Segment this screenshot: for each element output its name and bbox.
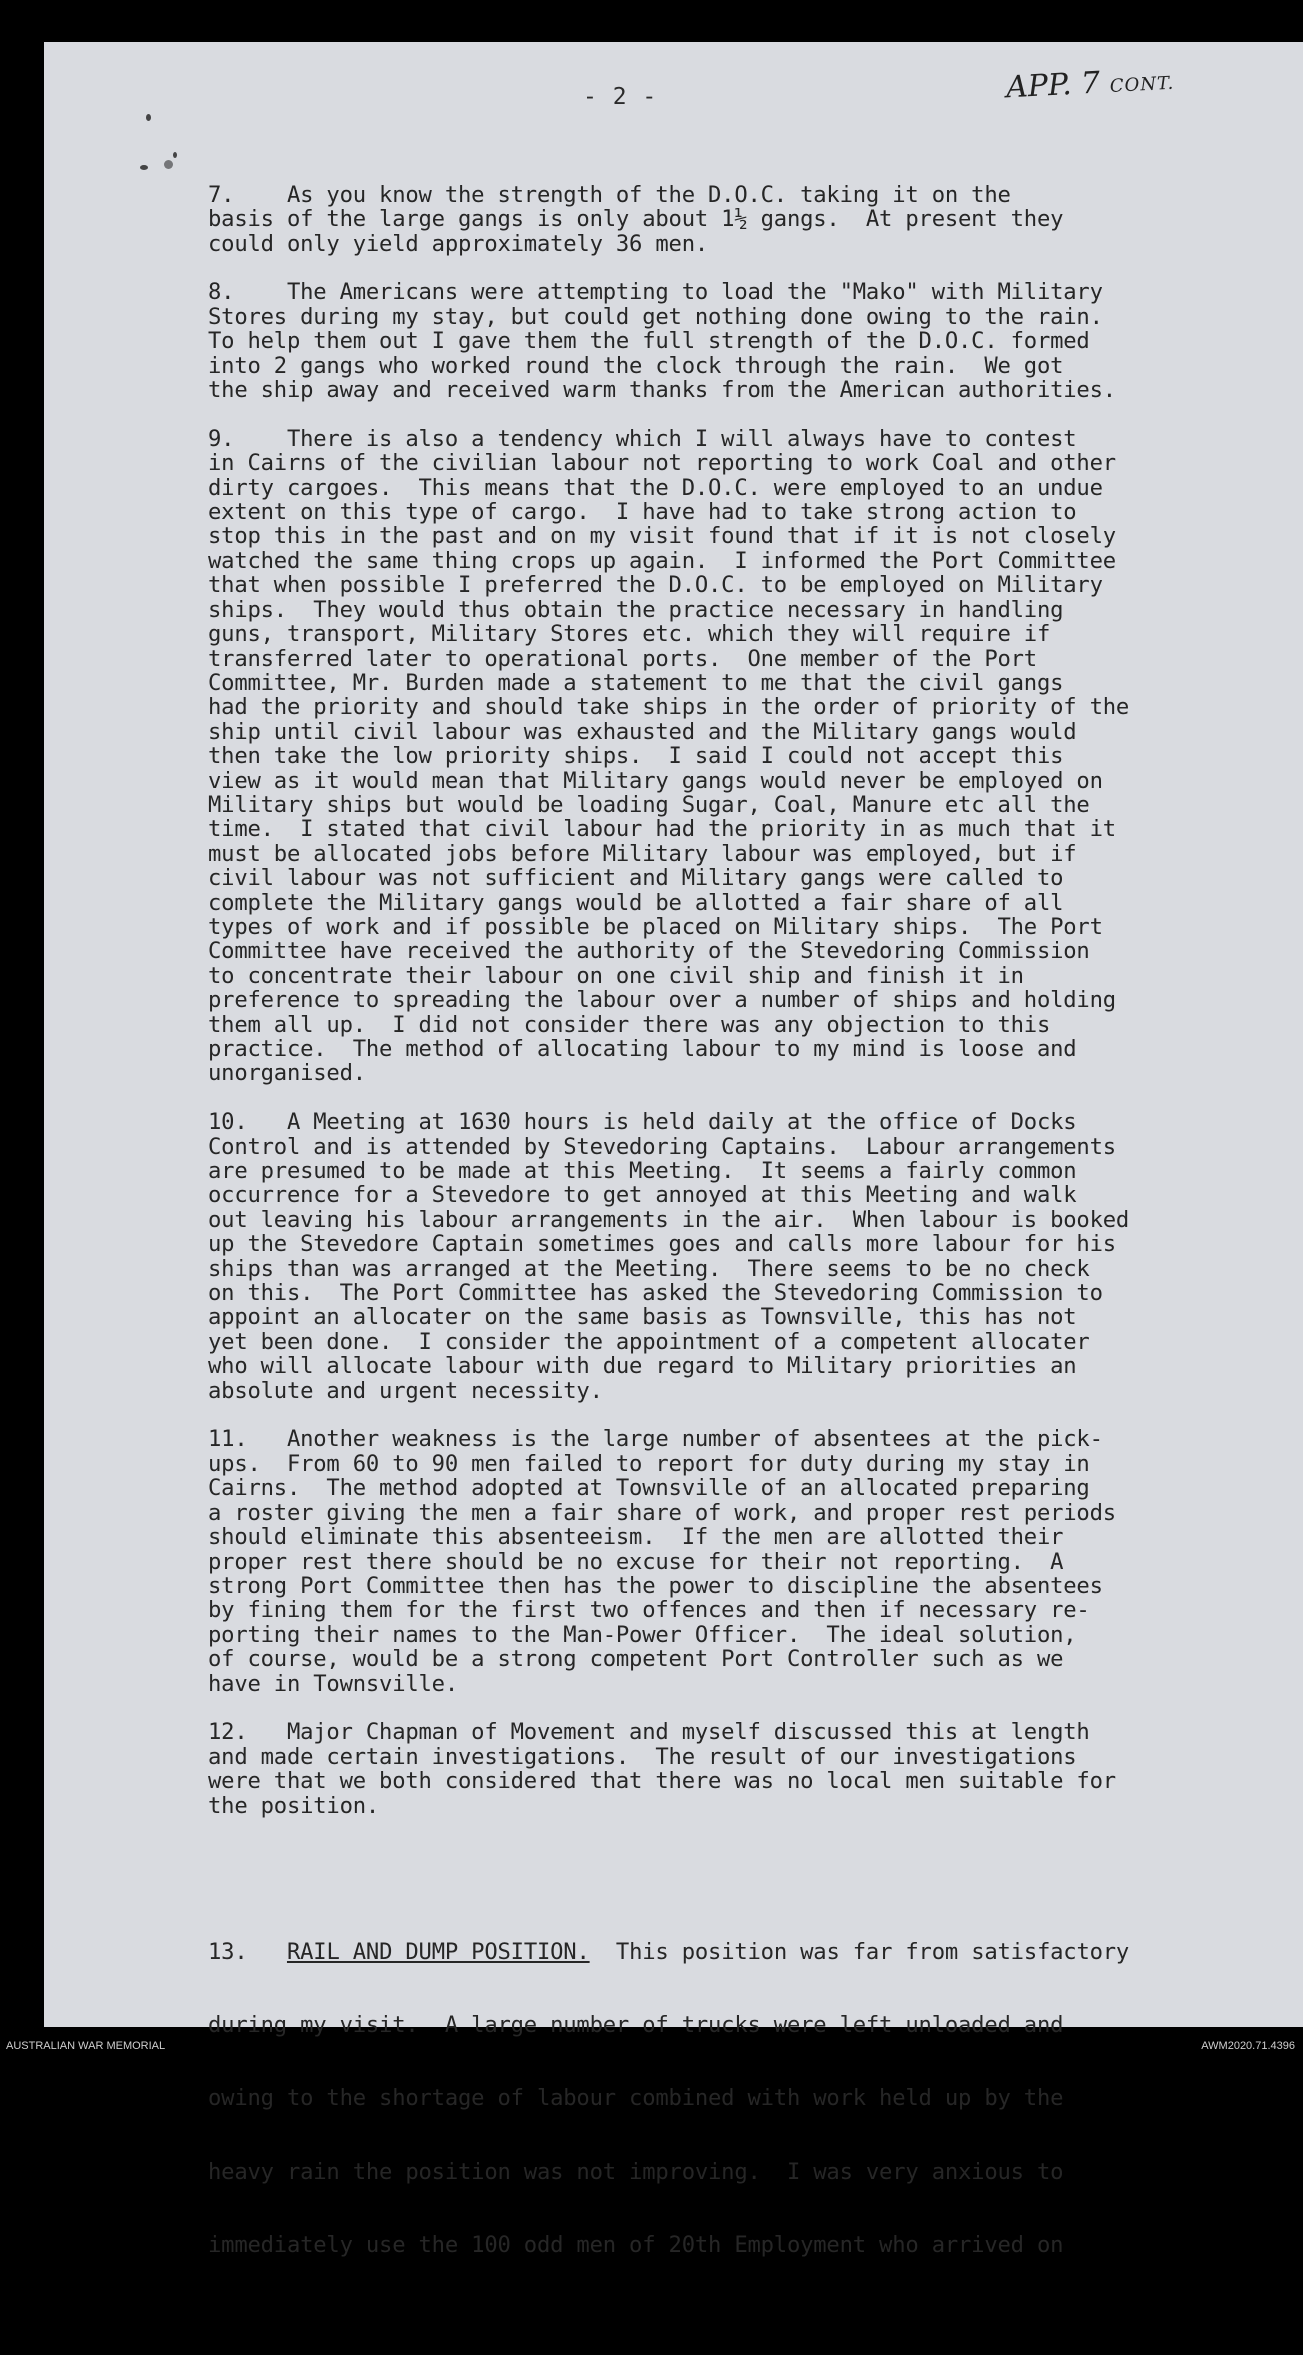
paragraph-13-number: 13. bbox=[208, 1938, 248, 1965]
paragraph-line: ship until civil labour was exhausted and the Military gangs would bbox=[208, 718, 1077, 745]
paragraph-line: time. I stated that civil labour had the priority in as much that it bbox=[208, 816, 1116, 843]
paragraph-line: extent on this type of cargo. I have had to take strong action to bbox=[208, 499, 1077, 526]
paragraph-line: ups. From 60 to 90 men failed to report for duty during my stay in bbox=[208, 1450, 1090, 1477]
paragraph-line: to concentrate their labour on one civil ship and finish it in bbox=[208, 962, 1024, 989]
document-body bbox=[208, 134, 1248, 2355]
paragraph-line: stop this in the past and on my visit found that if it is not closely bbox=[208, 523, 1116, 550]
paragraph bbox=[208, 183, 1248, 256]
paragraph-line: could only yield approximately 36 men. bbox=[208, 230, 709, 257]
footer-right: AWM2020.71.4396 bbox=[1201, 2040, 1295, 2052]
paragraph-line: types of work and if possible be placed on Military ships. The Port bbox=[208, 913, 1103, 940]
paragraph-line: the ship away and received warm thanks from the American authorities. bbox=[208, 377, 1116, 404]
paragraph-line: 8. The Americans were attempting to load the "Mako" with Military bbox=[208, 279, 1103, 306]
paragraph-line: ships than was arranged at the Meeting. There seems to be no check bbox=[208, 1255, 1090, 1282]
paragraph-line: should eliminate this absenteeism. If the men are allotted their bbox=[208, 1524, 1064, 1551]
paragraph-line: appoint an allocater on the same basis as Townsville, this has not bbox=[208, 1304, 1077, 1331]
paragraph-13 bbox=[208, 1891, 1248, 2306]
paragraph bbox=[208, 1427, 1248, 1695]
paragraph-line: on this. The Port Committee has asked the Stevedoring Commission to bbox=[208, 1280, 1103, 1307]
paragraph-line: that when possible I preferred the D.O.C. to be employed on Military bbox=[208, 572, 1103, 599]
paragraph-line: practice. The method of allocating labour to my mind is loose and bbox=[208, 1036, 1077, 1062]
paragraph-line: civil labour was not sufficient and Military gangs were called to bbox=[208, 865, 1064, 892]
paragraph-line: porting their names to the Man-Power Officer. The ideal solution, bbox=[208, 1621, 1077, 1648]
paragraph-line: Cairns. The method adopted at Townsville of an allocated preparing bbox=[208, 1475, 1090, 1502]
paragraph bbox=[208, 1720, 1248, 1818]
paragraph-line: view as it would mean that Military gangs would never be employed on bbox=[208, 767, 1103, 794]
paragraph bbox=[208, 280, 1248, 402]
annotation-small: CONT. bbox=[1109, 72, 1175, 97]
paragraph-line: of course, would be a strong competent Port Controller such as we bbox=[208, 1646, 1064, 1673]
paragraph-line: watched the same thing crops up again. I informed the Port Committee bbox=[208, 547, 1116, 574]
paragraph-line: Control and is attended by Stevedoring Captains. Labour arrangements bbox=[208, 1133, 1116, 1160]
paragraph-line: Committee have received the authority of the Stevedoring Commission bbox=[208, 938, 1090, 965]
page-number: - 2 - bbox=[583, 84, 658, 110]
paragraph-line: into 2 gangs who worked round the clock through the rain. We got bbox=[208, 352, 1064, 379]
paragraph-line: had the priority and should take ships in the order of priority of the bbox=[208, 694, 1130, 721]
paragraph-line: unorganised. bbox=[208, 1060, 366, 1087]
paragraph-line: transferred later to operational ports. One member of the Port bbox=[208, 645, 1037, 672]
paragraph-line: have in Townsville. bbox=[208, 1670, 459, 1697]
paragraph-line: 11. Another weakness is the large number of absentees at the pick- bbox=[208, 1426, 1103, 1453]
paragraph bbox=[208, 427, 1248, 1086]
ink-stain bbox=[164, 160, 173, 169]
paragraph-line: owing to the shortage of labour combined with work held up by the bbox=[208, 2085, 1064, 2112]
paragraph-13-first-line bbox=[208, 1940, 1248, 1964]
paragraph-line: 9. There is also a tendency which I will always have to contest bbox=[208, 425, 1077, 452]
paragraph-line: immediately use the 100 odd men of 20th Employment who arrived on bbox=[208, 2231, 1064, 2258]
paragraph-line: during my visit. A large number of trucks were left unloaded and bbox=[208, 2012, 1064, 2039]
paragraph-line: occurrence for a Stevedore to get annoyed at this Meeting and walk bbox=[208, 1182, 1077, 1209]
paragraph-line: who will allocate labour with due regard to Military priorities an bbox=[208, 1353, 1077, 1380]
paragraph-line: preference to spreading the labour over a number of ships and holding bbox=[208, 987, 1116, 1014]
paragraph-line: in Cairns of the civilian labour not reporting to work Coal and other bbox=[208, 450, 1116, 477]
paragraph-line: Stores during my stay, but could get nothing done owing to the rain. bbox=[208, 303, 1103, 330]
paragraph-line: then take the low priority ships. I said I could not accept this bbox=[208, 743, 1064, 770]
paragraph-line: heavy rain the position was not improving. I was very anxious to bbox=[208, 2158, 1064, 2185]
paragraph-line: Committee, Mr. Burden made a statement to me that the civil gangs bbox=[208, 669, 1064, 696]
paragraph-line: absolute and urgent necessity. bbox=[208, 1377, 603, 1404]
paragraph-line: 10. A Meeting at 1630 hours is held daily at the office of Docks bbox=[208, 1109, 1077, 1136]
paragraph-list bbox=[208, 183, 1248, 1818]
paragraph-line: them all up. I did not consider there was any objection to this bbox=[208, 1011, 1051, 1038]
paragraph-line: were that we both considered that there was no local men suitable for bbox=[208, 1768, 1116, 1795]
paragraph-line: proper rest there should be no excuse for their not reporting. A bbox=[208, 1548, 1064, 1575]
section-heading: RAIL AND DUMP POSITION. bbox=[286, 1938, 590, 1965]
ink-stain bbox=[140, 165, 148, 170]
footer-left: AUSTRALIAN WAR MEMORIAL bbox=[6, 2040, 166, 2052]
paragraph bbox=[208, 1110, 1248, 1403]
paragraph-line: 7. As you know the strength of the D.O.C. taking it on the bbox=[208, 181, 1011, 208]
paragraph-line: 12. Major Chapman of Movement and myself discussed this at length bbox=[208, 1719, 1090, 1746]
paragraph-line: Military ships but would be loading Sugar, Coal, Manure etc all the bbox=[208, 791, 1090, 818]
paragraph-line: ships. They would thus obtain the practice necessary in handling bbox=[208, 596, 1064, 623]
paragraph-line: yet been done. I consider the appointment of a competent allocater bbox=[208, 1328, 1090, 1355]
paragraph-line: the position. bbox=[208, 1792, 380, 1819]
ink-stain bbox=[146, 114, 151, 121]
annotation-main: APP. 7 bbox=[1005, 65, 1102, 106]
paragraph-line: complete the Military gangs would be allotted a fair share of all bbox=[208, 889, 1064, 916]
paragraph-line: up the Stevedore Captain sometimes goes and calls more labour for his bbox=[208, 1231, 1116, 1258]
paragraph-line: out leaving his labour arrangements in the air. When labour is booked bbox=[208, 1206, 1130, 1233]
paragraph-line: must be allocated jobs before Military labour was employed, but if bbox=[208, 840, 1077, 867]
paragraph-13-first-line-rest: This position was far from satisfactory bbox=[589, 1938, 1130, 1965]
paragraph-line: To help them out I gave them the full strength of the D.O.C. formed bbox=[208, 328, 1090, 355]
paragraph-line: dirty cargoes. This means that the D.O.C. were employed to an undue bbox=[208, 474, 1103, 501]
paragraph-line: by fining them for the first two offences and then if necessary re- bbox=[208, 1597, 1090, 1624]
paragraph-line: basis of the large gangs is only about 1½ gangs. At present they bbox=[208, 206, 1064, 233]
paragraph-line: strong Port Committee then has the power to discipline the absentees bbox=[208, 1572, 1103, 1599]
ink-stain bbox=[173, 152, 177, 158]
paragraph-line: and made certain investigations. The result of our investigations bbox=[208, 1743, 1077, 1770]
paragraph-line: are presumed to be made at this Meeting. It seems a fairly common bbox=[208, 1158, 1077, 1185]
paragraph-line: guns, transport, Military Stores etc. which they will require if bbox=[208, 621, 1051, 648]
paragraph-line: a roster giving the men a fair share of work, and proper rest periods bbox=[208, 1499, 1116, 1526]
